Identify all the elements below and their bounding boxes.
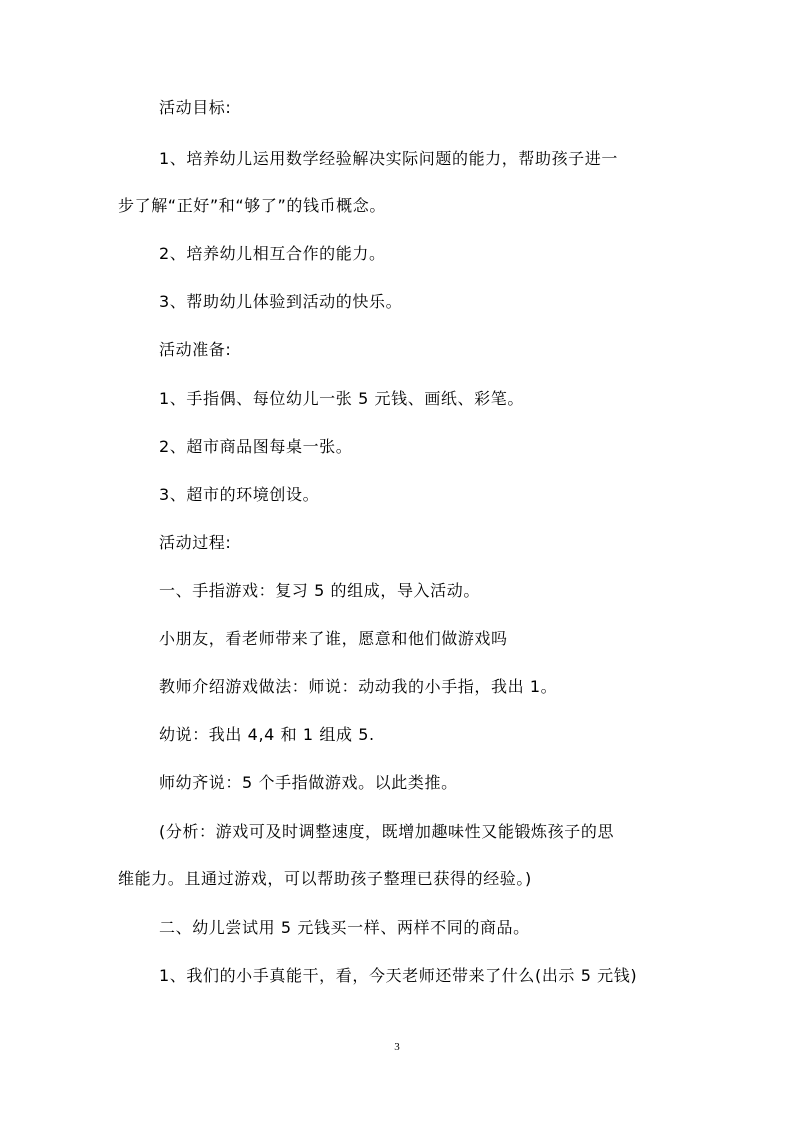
preparation-1: 1、手指偶、每位幼儿一张 5 元钱、画纸、彩笔。: [159, 389, 524, 408]
process-text-2: 教师介绍游戏做法：师说：动动我的小手指，我出 1。: [159, 677, 558, 696]
process-step-1: 一、手指游戏：复习 5 的组成，导入活动。: [159, 581, 480, 600]
preparation-2: 2、超市商品图每桌一张。: [159, 437, 353, 456]
analysis-line-1: (分析：游戏可及时调整速度，既增加趣味性又能锻炼孩子的思: [159, 822, 615, 841]
heading-activity-preparation: 活动准备:: [159, 340, 232, 359]
goal-3: 3、帮助幼儿体验到活动的快乐。: [159, 292, 403, 311]
process-text-1: 小朋友，看老师带来了谁，愿意和他们做游戏吗: [159, 629, 508, 648]
heading-activity-process: 活动过程:: [159, 533, 232, 552]
goal-1-line-2: 步了解“正好”和“够了”的钱币概念。: [118, 196, 386, 215]
goal-1-line-1: 1、培养幼儿运用数学经验解决实际问题的能力，帮助孩子进一: [159, 149, 618, 168]
process-text-5: 1、我们的小手真能干，看，今天老师还带来了什么(出示 5 元钱): [159, 966, 638, 985]
page-number: 3: [394, 1041, 400, 1053]
analysis-line-2: 维能力。且通过游戏，可以帮助孩子整理已获得的经验。): [118, 869, 532, 888]
process-text-4: 师幼齐说：5 个手指做游戏。以此类推。: [159, 773, 458, 792]
heading-activity-goals: 活动目标:: [159, 98, 232, 117]
preparation-3: 3、超市的环境创设。: [159, 485, 320, 504]
goal-2: 2、培养幼儿相互合作的能力。: [159, 244, 386, 263]
process-step-2: 二、幼儿尝试用 5 元钱买一样、两样不同的商品。: [159, 918, 530, 937]
process-text-3: 幼说：我出 4,4 和 1 组成 5.: [159, 725, 375, 744]
